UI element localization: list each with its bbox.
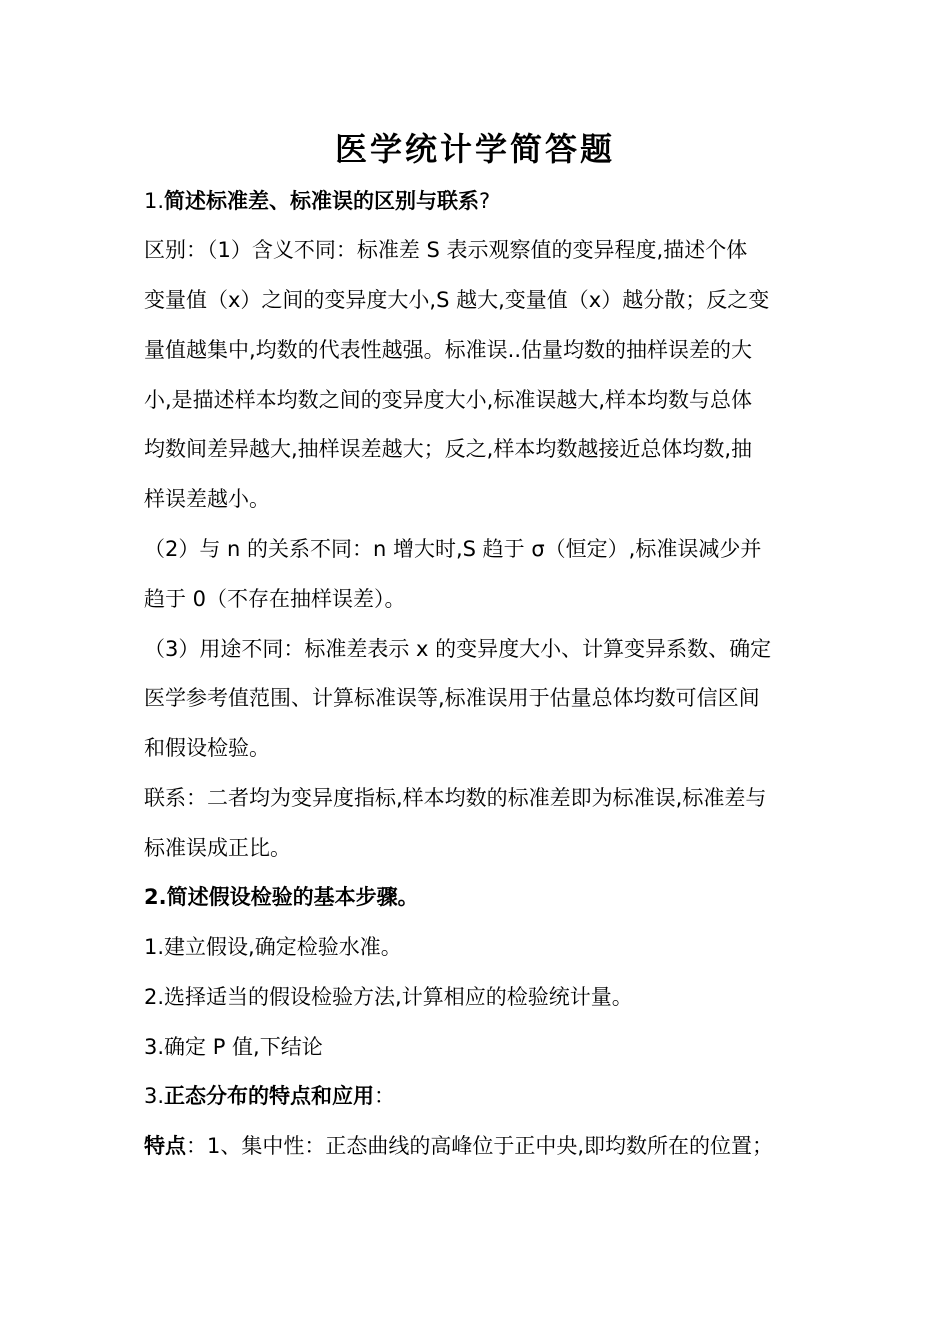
q2-step: 1.建立假设,确定检验水准。 (144, 935, 402, 959)
q1-body-line: 医学参考值范围、计算标准误等,标准误用于估量总体均数可信区间 (144, 686, 760, 710)
document-title: 医学统计学简答题 (334, 130, 615, 168)
q3-heading-text: 正态分布的特点和应用 (164, 1084, 375, 1108)
q1-body-line: 小,是描述样本均数之间的变异度大小,标准误越大,样本均数与总体 (144, 388, 753, 412)
q2-step: 2.选择适当的假设检验方法,计算相应的检验统计量。 (144, 985, 633, 1009)
q1-body-line: 区别：（1）含义不同：标准差 S 表示观察值的变异程度,描述个体 (144, 238, 748, 262)
q3-heading (144, 1078, 824, 1114)
q3-feature-text: ：1、集中性：正态曲线的高峰位于正中央,即均数所在的位置； (186, 1134, 774, 1158)
q1-body-line: （2）与 n 的关系不同：n 增大时,S 趋于 σ（恒定）,标准误减少并 (144, 537, 762, 561)
q1-body-line: 样误差越小。 (144, 487, 270, 511)
q1-body-line: （3）用途不同：标准差表示 x 的变异度大小、计算变异系数、确定 (144, 637, 772, 661)
q1-body-line: 联系：二者均为变异度指标,样本均数的标准差即为标准误,标准差与 (144, 786, 767, 810)
q3-number: 3. (144, 1084, 165, 1108)
q2-step: 3.确定 P 值,下结论 (144, 1035, 323, 1059)
q1-body-line: 趋于 0（不存在抽样误差）。 (144, 587, 406, 611)
q1-body-line: 均数间差异越大,抽样误差越大；反之,样本均数越接近总体均数,抽 (144, 437, 753, 461)
q1-heading (144, 183, 824, 219)
q1-body-line: 和假设检验。 (144, 736, 270, 760)
q1-number: 1. (144, 189, 165, 213)
q1-body-line: 量值越集中,均数的代表性越强。标准误..估量均数的抽样误差的大 (144, 338, 753, 362)
q1-heading-text: 简述标准差、标准误的区别与联系 (164, 189, 480, 213)
q3-feature-line (144, 1128, 824, 1164)
q3-feature-label: 特点 (144, 1134, 186, 1158)
q3-heading-punct: ： (374, 1084, 396, 1108)
q1-body-line: 标准误成正比。 (144, 836, 291, 860)
q1-heading-punct: ? (479, 189, 491, 213)
q1-body-line: 变量值（x）之间的变异度大小,S 越大,变量值（x）越分散；反之变 (144, 288, 770, 312)
q2-heading: 2.简述假设检验的基本步骤。 (144, 885, 419, 909)
